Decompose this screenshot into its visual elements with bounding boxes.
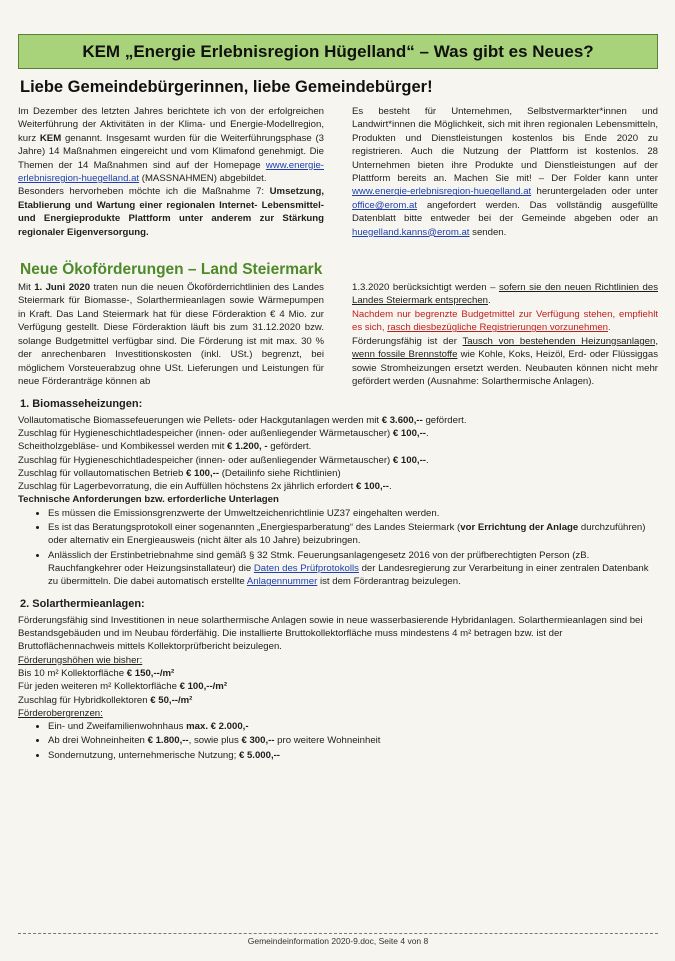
- foerderhoehen-heading: Förderungshöhen wie bisher:: [18, 654, 143, 666]
- homepage-link[interactable]: www.energie-erlebnisregion-huegelland.at: [18, 159, 324, 185]
- list-item: • Sondernutzung, unternehmerische Nutzung; € 5.000,--: [48, 749, 658, 762]
- solar-heading: 2. Solarthermieanlagen:: [20, 598, 145, 611]
- solar-section: 2. Solarthermieanlagen: Förderungsfähig sind Investitionen in neue solarthermische Anlagen sowie in neue wasserbasierende Hybridanlagen. Solarthermieanlagen sind bei Bestandsgebäuden und im Neubau förderfähig. Die installierte Bruttokollektorfläche muss mindestens 4 m² betragen bzw. ist der Bruttoflächennachweis mittels Kollektorprüfbericht beizulegen. Förderungshöhen wie bisher: Bis 10 m² Kollektorfläche € 150,--/m² Für jeden weiteren m² Kollektorfläche € 100,--/m² Zuschlag für Hybridkollektoren € 50,--/m² Förderobergrenzen: • Ein- und Zweifamilienwohnhaus max. € 2.000,- • Ab drei Wohneinheiten € 1.800,--, sowie plus € 300,-- pro weitere Wohneinheit • Sondernutzung, unternehmerische Nutzung; € 5.000,--: [18, 598, 658, 762]
- greeting-heading: Liebe Gemeindebürgerinnen, liebe Gemeindebürger!: [20, 78, 433, 96]
- list-item: • Es müssen die Emissionsgrenzwerte der Umweltzeichenrichtlinie UZ37 eingehalten werden.: [48, 507, 658, 520]
- intro-paragraph-1: Im Dezember des letzten Jahres berichtete ich von der erfolgreichen Weiterführung der Aktivitäten in der Klima- und Energie-Modellregion, kurz KEM genannt. Insgesamt wurden für die Weiterführungsphase (3 Jahre) 14 Maßnahmen eingereicht und vom Klimafond genehmigt. Die Themen der 14 Maßnahmen sind auf der Homepage www.energie-erlebnisregion-huegelland.at (MASSNAHMEN) abgebildet.: [18, 106, 324, 185]
- intro-paragraph-3: Es besteht für Unternehmen, Selbstvermarkter*innen und Landwirt*innen die Möglichkeit, sich mit ihren regionalen Lebensmitteln, Produkten und Dienstleistungen kostenlos bis Ende 2020 zu registrieren. Auch die Nutzung der Plattform ist kostenlos. 28 Unternehmen bieten ihre Produkte und Dienstleistungen auf der Plattform bereits an. Machen Sie mit! – Der Folder kann unter www.energie-erlebnisregion-huegelland.at heruntergeladen oder unter office@erom.at angefordert werden. Das vollständig ausgefüllte Datenblatt bitte entweder bei der Gemeinde abgeben oder an huegelland.kanns@erom.at senden.: [352, 106, 658, 238]
- foerderung-left-column: Mit 1. Juni 2020 traten nun die neuen Ökoförderrichtlinien des Landes Steiermark für Biomasse-, Solarthermieanlagen sowie Wärmepumpen in Kraft. Das Land Steiermark hat für diese Förderaktion € 4 Mio. zur Verfügung gestellt. Diese Förderaktion läuft bis zum 31.12.2020 bzw. solange Budgetmittel verfügbar sind. Die Förderung ist mit max. 30 % der anrechenbaren Investitionskosten (inkl. USt.) begrenzt, bei möglichem Vorsteuerabzug ohne USt. Lieferungen und Leistungen für neue Förderanträge können ab: [18, 282, 324, 387]
- obergrenzen-list: [18, 720, 658, 762]
- list-item: • Anlässlich der Erstinbetriebnahme sind gemäß § 32 Stmk. Feuerungsanlagengesetz 2016 von der prüfberechtigten Person (zB. Rauchfangkehrer oder Heizungsinstallateur) die Daten des Prüfprotokolls der Landesregierung zur Verarbeitung in einer zentralen Datenbank zu übermitteln. Die dabei automatisch erstellte Anlagennummer ist dem Förderantrag beizulegen.: [48, 549, 658, 589]
- budget-warning: Nachdem nur begrenzte Budgetmittel zur Verfügung stehen, empfiehlt es sich, rasch diesbezügliche Registrierungen vorzunehmen.: [352, 308, 658, 334]
- biomasse-heading: 1. Biomasseheizungen:: [20, 398, 143, 411]
- intro-left-column: [18, 105, 324, 239]
- page-footer: Gemeindeinformation 2020-9.doc, Seite 4 von 8: [18, 933, 658, 946]
- tech-heading: Technische Anforderungen bzw. erforderliche Unterlagen: [18, 494, 279, 506]
- tech-requirements-list: [18, 507, 658, 589]
- list-item: • Es ist das Beratungsprotokoll einer sogenannten „Energiesparberatung“ des Landes Steiermark (vor Errichtung der Anlage durchzuführen) oder alternativ ein Energieausweis (nicht älter als 10 Jahre) beizubringen.: [48, 521, 658, 548]
- intro-paragraph-2: Besonders hervorheben möchte ich die Maßnahme 7: Umsetzung, Etablierung und Wartung einer regionalen Internet- Lebensmittel- und Energieprodukte Plattform unter anderem zur Stärkung regionaler Eigenversorgung.: [18, 186, 324, 238]
- foerderung-right-column: 1.3.2020 berücksichtigt werden – sofern sie den neuen Richtlinien des Landes Steiermark entsprechen. Nachdem nur begrenzte Budgetmittel zur Verfügung stehen, empfiehlt es sich, rasch diesbezügliche Registrierungen vorzunehmen. Förderungsfähig ist der Tausch von bestehenden Heizungsanlagen, wenn fossile Brennstoffe wie Kohle, Koks, Heizöl, Erd- oder Flüssiggas sowie Stromheizungen ersetzt werden. Neubauten können nicht mehr gefördert werden (Ausnahme: Solarthermische Anlagen).: [352, 282, 659, 387]
- huegelland-email-link[interactable]: huegelland.kanns@erom.at: [352, 226, 470, 238]
- oekofoerderungen-heading: Neue Ökoförderungen – Land Steiermark: [20, 261, 323, 279]
- biomasse-section: 1. Biomasseheizungen: Vollautomatische Biomassefeuerungen wie Pellets- oder Hackgutanlagen werden mit € 3.600,-- gefördert. Zuschlag für Hygieneschichtladespeicher (innen- oder außenliegender Wärmetauscher) € 100,--. Scheitholzgebläse- und Kombikessel werden mit € 1.200, - gefördert. Zuschlag für Hygieneschichtladespeicher (innen- oder außenliegender Wärmetauscher) € 100,--. Zuschlag für vollautomatischen Betrieb € 100,-- (Detailinfo siehe Richtlinien) Zuschlag für Lagerbevorratung, die ein Auffüllen höchstens 2x jährlich erfordert € 100,--. Technische Anforderungen bzw. erforderliche Unterlagen • Es müssen die Emissionsgrenzwerte der Umweltzeichenrichtlinie UZ37 eingehalten werden. • Es ist das Beratungsprotokoll einer sogenannten „Energiesparberatung“ des Landes Steiermark (vor Errichtung der Anlage durchzuführen) oder alternativ ein Energieausweis (nicht älter als 10 Jahre) beizubringen. • Anlässlich der Erstinbetriebnahme sind gemäß § 32 Stmk. Feuerungsanlagengesetz 2016 von der prüfberechtigten Person (zB. Rauchfangkehrer oder Heizungsinstallateur) die Daten des Prüfprotokolls der Landesregierung zur Verarbeitung in einer zentralen Datenbank zu übermitteln. Die dabei automatisch erstellte Anlagennummer ist dem Förderantrag beizulegen.: [18, 398, 658, 588]
- foerderobergrenzen-heading: Förderobergrenzen:: [18, 707, 103, 719]
- office-email-link[interactable]: office@erom.at: [352, 199, 418, 211]
- folder-link[interactable]: www.energie-erlebnisregion-huegelland.at: [352, 186, 532, 198]
- newsletter-banner: [18, 34, 658, 69]
- document-page: [18, 34, 658, 763]
- list-item: • Ein- und Zweifamilienwohnhaus max. € 2.000,-: [48, 720, 658, 733]
- banner-title: KEM „Energie Erlebnisregion Hügelland“ – Was gibt es Neues?: [82, 41, 594, 61]
- intro-right-column: [352, 105, 658, 239]
- intro-columns: [18, 105, 658, 239]
- list-item: • Ab drei Wohneinheiten € 1.800,--, sowie plus € 300,-- pro weitere Wohneinheit: [48, 734, 658, 747]
- foerderung-columns: [18, 281, 658, 388]
